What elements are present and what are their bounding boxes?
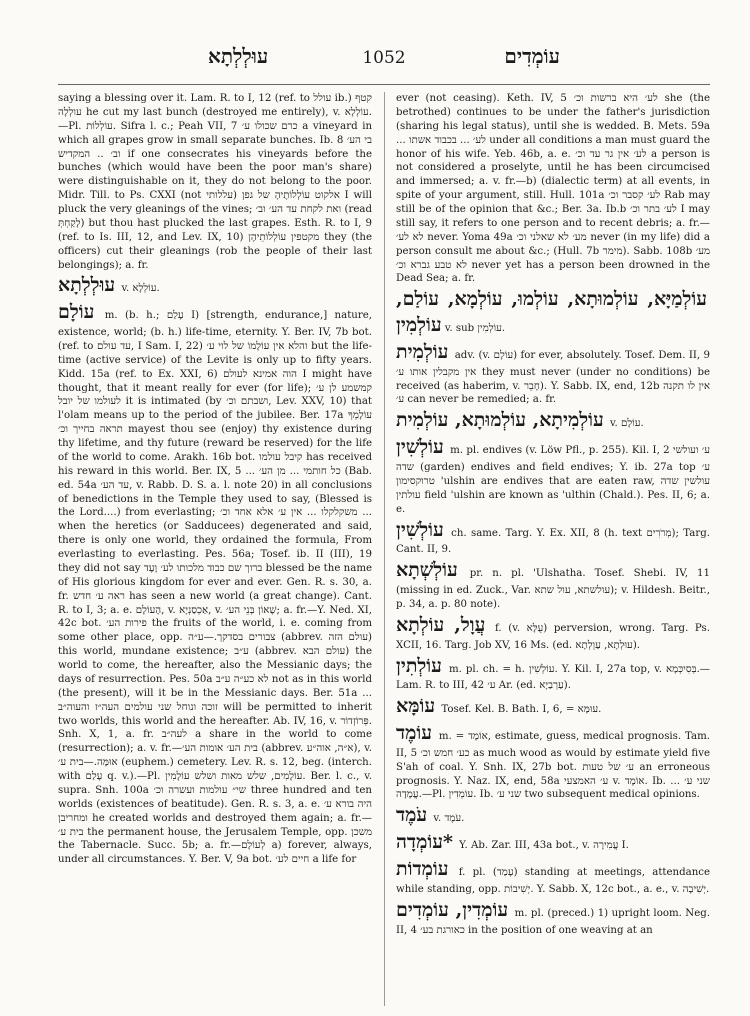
dictionary-entry bbox=[58, 273, 372, 299]
entry-headword: עוֹלְתִין bbox=[396, 654, 442, 677]
dictionary-entry bbox=[396, 654, 710, 694]
right-column bbox=[396, 92, 710, 1006]
entry-headword: עֲוָל, עוֹלְתָא bbox=[396, 613, 486, 636]
entry-headword: עוֹמֶד bbox=[396, 722, 433, 745]
entry-headword: עוּלְלְתָא bbox=[58, 274, 116, 297]
dictionary-entry bbox=[396, 898, 710, 938]
entry-text: saying a blessing over it. Lam. R. to I, 12 (ref. to עולל ib.) קטף עולְלָה he cut my last bunch (destroyed me entirely), v. עוֹלְלָא.—Pl. עוֹלְלוֹת. Sifra l. c.; Peah VII, 7 כרם שכולו ע׳ a vineyard in which all grapes grow in small separate bunches. Ib. 8 בי הע׳ וב׳ .. המקדיש if one consecrates his vineyards before the bunches (which would have been the poor man's share) were distinguishable on it, they do not belong to the poor. Midr. Till. to Ps. CXXI (not עללותי) אלקוט עוֹלְלוֹתֶיהָ של גפן I will pluck the very gleanings of the vines; ואת לקחת עד הע׳ וב׳ (read לָקַחְתְּ) but thou hast plucked the last grapes. Esth. R. to I, 9 (ref. to Is. III, 12, and Lev. IX, 10) מקטפין עוֹלְלוֹתֵיהֶן they (the officers) cut their gleanings (rob the people of their last belongings); a. fr. bbox=[58, 93, 372, 271]
entry-headword: עוֹלְמִיתָא, עוֹלְמוּתָא, עוֹלְמִית bbox=[396, 409, 604, 432]
dictionary-entry bbox=[396, 830, 710, 856]
entry-text: pr. n. pl. 'Ulshatha. Tosef. Shebi. IV, 11 (missing in ed. Zuck., Var. עולשתא, עול שתא); v. Hildesh. Beitr., p. 34, a. p. 80 note). bbox=[396, 568, 710, 610]
entry-headword: *עוֹמְדָה bbox=[396, 831, 453, 854]
entry-text: v. עוֹלְלָא. bbox=[121, 283, 160, 295]
dictionary-entry bbox=[396, 721, 710, 802]
left-column bbox=[58, 92, 372, 1006]
entry-text: m. pl. (preced.) 1) upright loom. Neg. II, 4 כאורגת בע׳ in the position of one weaving at an bbox=[396, 907, 710, 936]
page-number: 1052 bbox=[362, 48, 406, 68]
entry-text: Tosef. Kel. B. Bath. I, 6, = עוּמָּא. bbox=[441, 704, 602, 716]
right-guide-word: עוֹמְדִים bbox=[504, 44, 560, 68]
entry-text: f. (v. עֻלָּא) perversion, wrong. Targ. Ps. XCII, 16. Targ. Job XV, 16 Ms. (ed. עוּלְתָא, עַוְלְתָא). bbox=[396, 622, 710, 651]
entry-headword: עוֹלְשְׁתָא bbox=[396, 559, 458, 582]
columns bbox=[58, 92, 710, 1006]
entry-headword: עוֹלְמַיָּא, עוֹלְמוּתָא, עוֹלְמוּ, עוֹלְמָא, עוֹלַם, עוֹלְמִין bbox=[396, 288, 707, 337]
running-header bbox=[58, 44, 710, 78]
dictionary-entry bbox=[58, 92, 372, 272]
entry-headword: עוֹמְדוֹת bbox=[396, 858, 449, 881]
entry-text: ever (not ceasing). Keth. IV, 5 לע׳ היא ברשות וכ׳ she (the betrothed) continues to be under the father's jurisdiction (sharing his legal status), until she is wedded. B. Mets. 59a ... לע׳ ... בכבוד אשתו under all conditions a man must guard the honor of his wife. Yeb. 46b, a. e. לע׳ אין גר עד וכ׳ a person is not considered a proselyte, until he has been circumcised and immersed; a. v. fr.—b) (dialectic term) at all events, in spite of your argument, still. Hull. 101a לע׳ קסבר וכ׳ Rab may still be of the opinion that &c.; Ber. 3a. Ib.b לע׳ בתר וכ׳ I may still say, it refers to one person and to recent debris; a. fr.—לא לע׳ never. Yoma 49a מע׳ לא שאלני וכ׳ never (in my life) did a person consult me about &c.; (Hull. 7b מימר). Sabb. 108b מע׳ לא טבע גברא וכ׳ never yet has a person been drowned in the Dead Sea; a. fr. bbox=[396, 93, 710, 285]
entry-text: m. (b. h.; עָלַם I) [strength, endurance,] nature, existence, world; (b. h.) life-time, eternity. Y. Ber. IV, 7b bot. (ref. to עד עולם, I Sam. I, 22) והלא אין עוֹלָמוֹ של לוי ע׳ but the life-time (active service) of the Levite is only up to fifty years. Kidd. 15a (ref. to Ex. XXI, 6) הוה אמינא לעולם I might have thought, that it meant really for ever (for life); קמשמע לן ע׳ לעולמו של יובל it is intimated (by ושבתם וכ׳, Lev. XXV, 10) that l'olam means up to the period of the jubilee. Ber. 17a עוֹלָמְךָ תראה בחייך וכ׳ mayest thou see (enjoy) thy existence during thy lifetime, and thy future (reward be reserved) for the life of the world to come. Arakh. 16b bot. קיבל עולמו has received his reward in this world. Ber. IX, 5 ... כל חותמי ... מן הע׳ (Bab. ed. 54a עד הע׳, v. Rabb. D. S. a. l. note 20) in all conclusions of benedictions in the Temple they used to say, (Blessed is the Lord....) from everlasting; משקלקלו ... אין ע׳ אלא אחד וכ׳ ... when the heretics (or Sadducees) degenerated and said, there is only one world, they ordained the formula, From everlasting to everlasting. Pes. 56a; Tosef. ib. II (III), 19 they did not say ברוך שם כבוד מלכותו לע׳ וָעֶד blessed be the name of His glorious kingdom for ever and ever. Gen. R. s. 30, a. fr. ראה ע׳ חדש has seen a new world (a great change). Cant. R. to I, 3; a. e. הָעוֹלָם, v. אַכְסַנְיָא, v. שָׁאוֹן בְּנֵי הע׳; a. fr.—Y. Ned. XI, 42c bot. פירות הע׳ the fruits of the world, i. e. coming from some other place, opp. צבורים בסדקך.—ע״ה (abbrev. עולם הזה) this world, mundane existence; ע״ב (abbrev. עולם הבא) the world to come, the hereafter, also the Messianic days; the days of resurrection. Pes. 50a לא כע״ה ע״ב not as in this world (the present), will it be in the Messianic days. Ber. 51a ... זוכה ונוחל שני עולמים העה״ז והעוה״ב will be permitted to inherit two worlds, this world and the hereafter. Ab. IV, 16, v. פְּרוֹזְדוֹר. Snh. X, 1, a. fr. לעה״ב a share in the world to come (resurrection); a. v. fr.—בית הע׳ אומות הע׳ (abbrev. א״ה, אוה״ע), v. אוּמָּה.—בית ע׳ (euphem.) cemetery. Lev. R. s. 12, beg. (interch. with עָלַם q. v.).—Pl. עוֹלָמִים, שלש מאות ושלש עוֹלָמִין. Ber. l. c., v. supra. Snh. 100a שי״ עולמות ועשרה וכ׳ three hundred and ten worlds (existences of beatitude). Gen. R. s. 3, a. e. היה בורא ע׳ ומחריבן he created worlds and destroyed them again; a. fr.—בית ע׳ the permanent house, the Jerusalem Temple, opp. משכן the Tabernacle. Succ. 5b; a. fr.—לְעוֹלָם a) forever, always, under all circumstances. Y. Ber. V, 9a bot. חיים לע׳ a life for bbox=[58, 310, 372, 866]
entry-headword: עוֹמְדִין, עוֹמְדִים bbox=[396, 898, 509, 921]
entry-text: ch. same. Targ. Y. Ex. XII, 8 (h. text מְרֹרִים); Targ. Cant. II, 9. bbox=[396, 527, 710, 556]
left-guide-word: עוּלְלְתָא bbox=[208, 44, 269, 68]
dictionary-entry bbox=[396, 408, 710, 434]
dictionary-entry bbox=[396, 435, 710, 516]
dictionary-entry bbox=[396, 613, 710, 653]
header-rule bbox=[58, 84, 710, 85]
dictionary-entry bbox=[396, 558, 710, 612]
dictionary-entry bbox=[396, 92, 710, 286]
entry-text: m. pl. ch. = h. עוֹלְשִׁין. Y. Kil. I, 27a top, v. בְּסִיכְּמָא.—Lam. R. to III, 42 ע׳ Ar. (ed. עַרְבַיָא). bbox=[396, 663, 710, 692]
dictionary-entry bbox=[396, 694, 710, 720]
entry-headword: עוֹלְשִׁין bbox=[396, 436, 444, 459]
dictionary-entry bbox=[396, 287, 710, 339]
entry-text: m. pl. endives (v. Löw Pfl., p. 255). Kil. I, 2 ע׳ ועולשי שדה (garden) endives and field endives; Y. ib. 27a top ע׳ טרוקסימון 'ulshin are endives that are eaten raw, עולשין שדה עולתין field 'ulshin are known as 'ulthin (Chald.). Pes. II, 6; a. e. bbox=[396, 445, 710, 515]
entry-headword: עוֹלְמִית bbox=[396, 340, 449, 363]
entry-text: v. עוֹלָם. bbox=[610, 418, 644, 430]
dictionary-entry bbox=[396, 518, 710, 558]
entry-text: Y. Ab. Zar. III, 43a bot., v. עֲמִירָה I. bbox=[459, 840, 629, 852]
entry-headword: עוֹלְשִׁין bbox=[396, 518, 444, 541]
entry-headword: עוֹמָּא bbox=[396, 695, 436, 718]
entry-text: v. עֹמֶד. bbox=[433, 813, 465, 825]
entry-text: adv. (v. עוֹלָם) for ever, absolutely. Tosef. Dem. II, 9 אין מקבלין אותו ע׳ they must never (under no conditions) be received (as haberim, v. חָבֵר). Y. Sabb. IX, end, 12b אין לו תקנה ע׳ can never be remedied; a. fr. bbox=[396, 349, 710, 406]
dictionary-entry bbox=[396, 340, 710, 407]
dictionary-entry bbox=[58, 300, 372, 867]
dictionary-entry bbox=[396, 803, 710, 829]
entry-text: v. sub עוֹלְמִין. bbox=[444, 323, 506, 335]
entry-headword: עוֹלָם bbox=[58, 301, 95, 324]
dictionary-entry bbox=[396, 857, 710, 897]
entry-text: f. pl. (עָמַד) standing at meetings, attendance while standing, opp. יְשִׁיבוֹת. Y. Sabb. X, 12c bot., a. e., v. יְשִׁיבָה. bbox=[396, 867, 710, 895]
entry-text: m. = אוֹמֶד, estimate, guess, medical prognosis. Tam. II, 5 כע׳ חמש וכ׳ as much wood as would by estimate yield five S'ah of coal. Y. Snh. IX, 27b bot. ע׳ של טעות an erroneous prognosis. Y. Naz. IX, end, 58a ע׳ האמצעי v. אוֹמֶד. Ib. שני ע׳ ... עֲמָדָה.—Pl. עוֹמְדִין. Ib. שני ע׳ two subsequent medical opinions. bbox=[396, 731, 710, 801]
entry-headword: עֹמֶד bbox=[396, 804, 428, 827]
